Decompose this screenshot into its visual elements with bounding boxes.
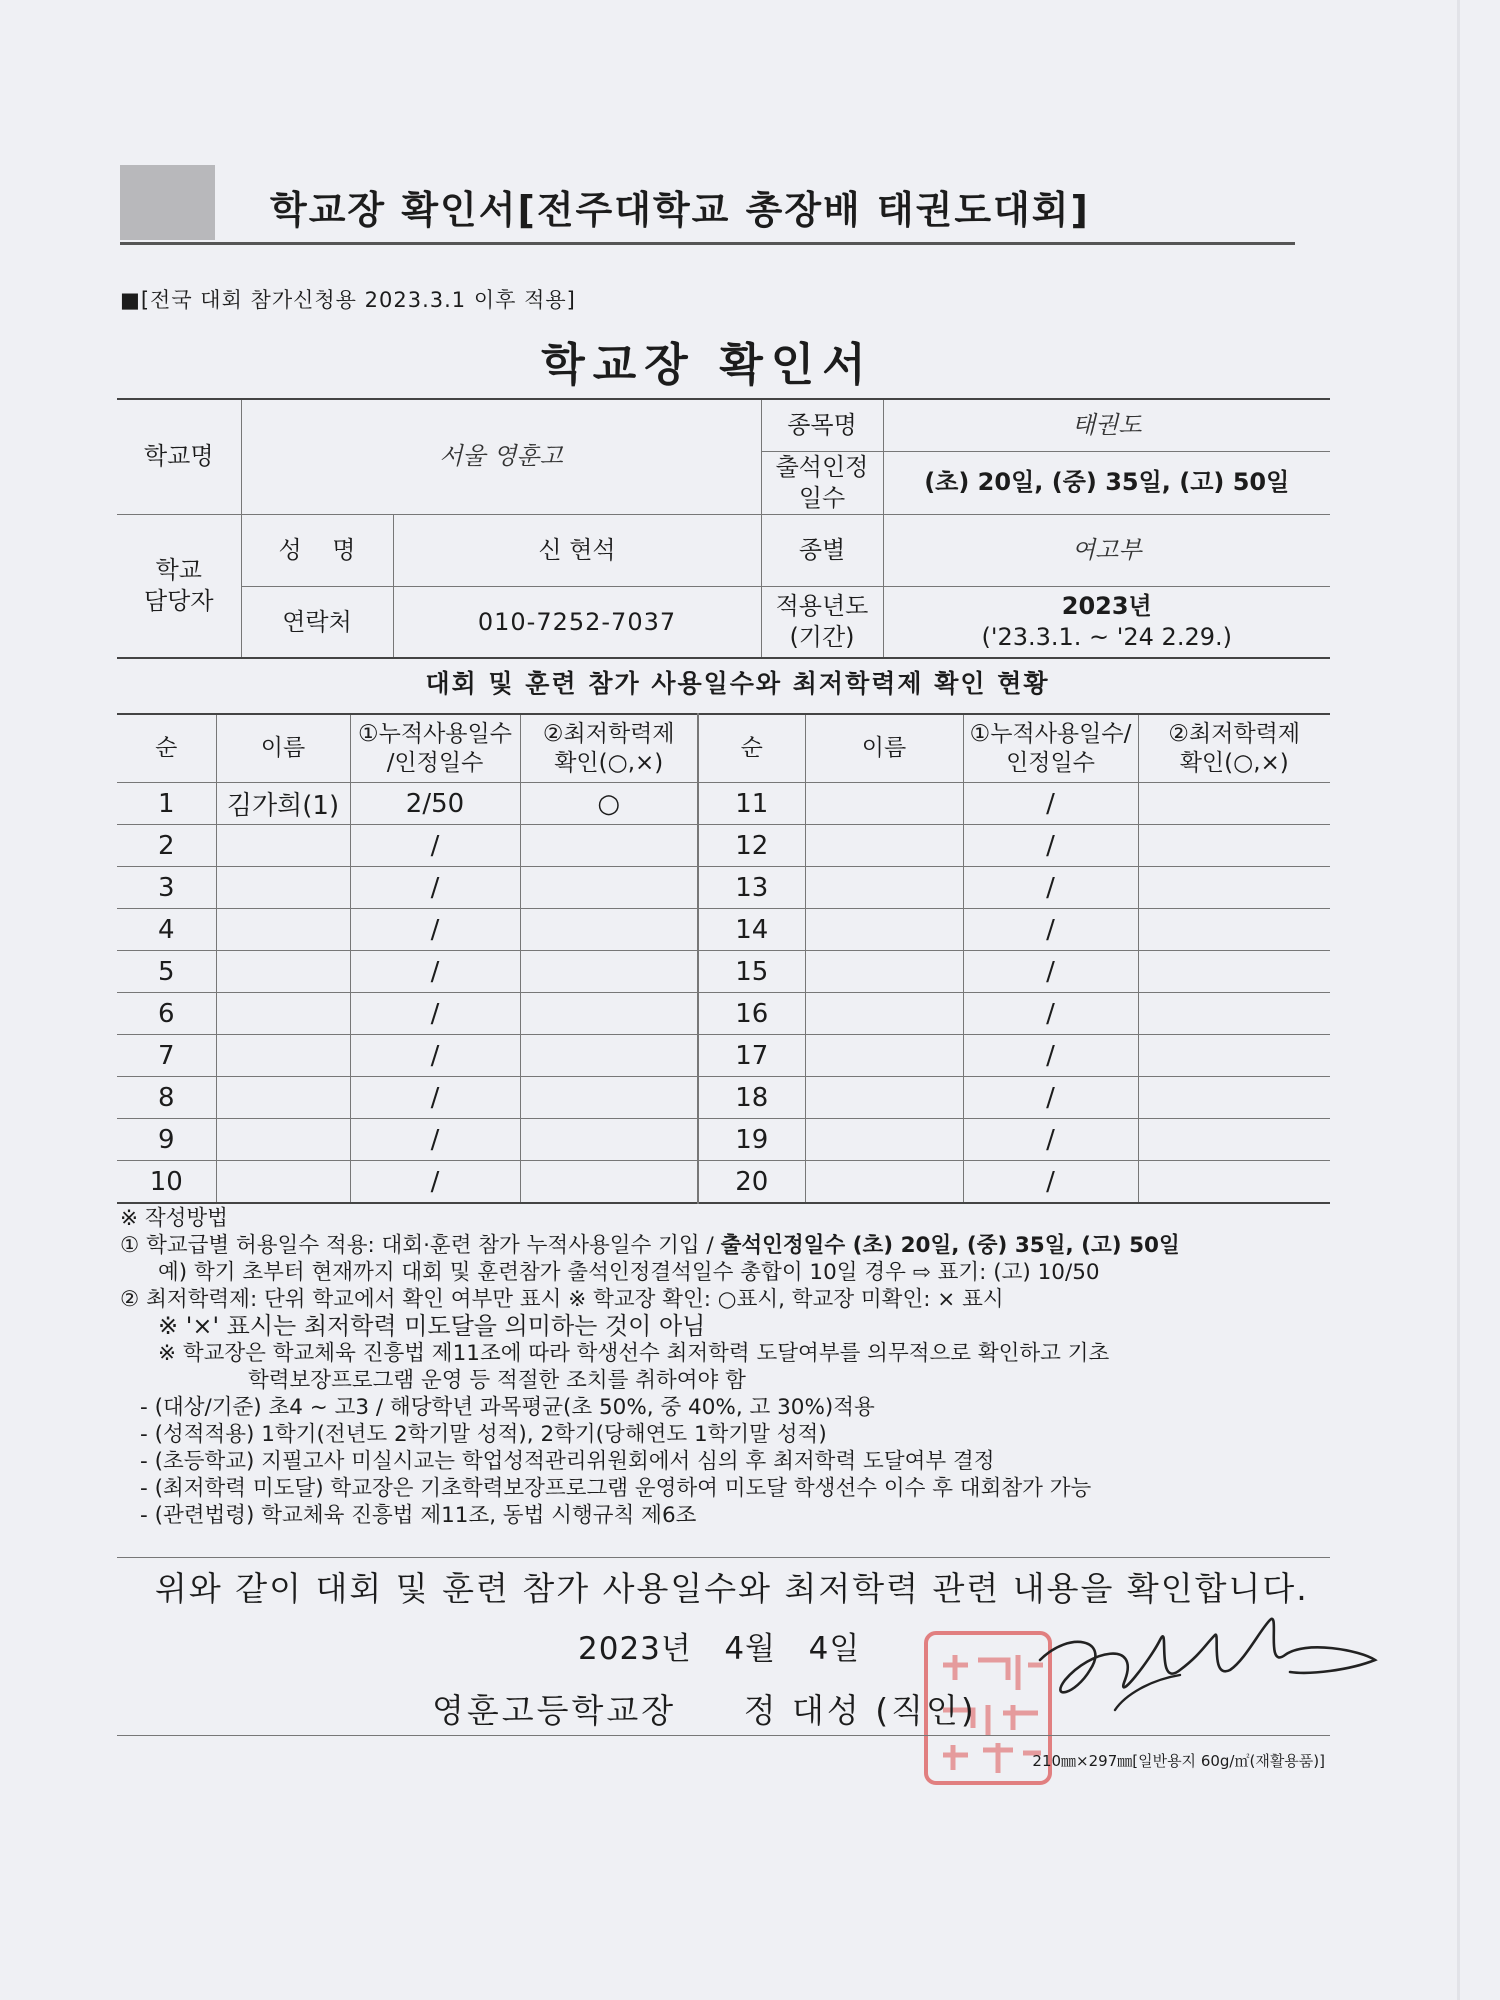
row-name-right bbox=[805, 1161, 963, 1204]
row-days: / bbox=[350, 1077, 520, 1119]
instruction-bullet: - (최저학력 미도달) 학교장은 기초학력보장프로그램 운영하여 미도달 학생선수 이수 후 대회참가 가능 bbox=[140, 1476, 1092, 1501]
manager-label: 학교 담당자 bbox=[117, 514, 241, 658]
row-check bbox=[520, 951, 698, 993]
row-days: / bbox=[350, 993, 520, 1035]
instructions bbox=[120, 1205, 1350, 1529]
row-name bbox=[216, 1077, 350, 1119]
row-no-right: 15 bbox=[698, 951, 805, 993]
instruction-note-2a: ※ 학교장은 학교체육 진흥법 제11조에 따라 학생선수 최저학력 도달여부를 의무적으로 확인하고 기초 bbox=[158, 1341, 1110, 1366]
table-row bbox=[117, 825, 1330, 867]
instruction-item-1-text: ① 학교급별 허용일수 적용: 대회·훈련 참가 누적사용일수 기입 / bbox=[120, 1233, 721, 1258]
row-days-right: / bbox=[963, 951, 1138, 993]
header-check: ②최저학력제 확인(○,×) bbox=[520, 714, 698, 783]
row-no-right: 11 bbox=[698, 783, 805, 825]
row-no: 10 bbox=[117, 1161, 216, 1204]
row-check-right bbox=[1138, 783, 1330, 825]
row-name-right bbox=[805, 1119, 963, 1161]
row-name bbox=[216, 867, 350, 909]
row-no: 4 bbox=[117, 909, 216, 951]
row-no: 1 bbox=[117, 783, 216, 825]
table-row bbox=[117, 1119, 1330, 1161]
row-check-right bbox=[1138, 993, 1330, 1035]
row-check-right bbox=[1138, 951, 1330, 993]
row-name: 김가희(1) bbox=[216, 783, 350, 825]
table-row bbox=[117, 783, 1330, 825]
row-name-right bbox=[805, 1077, 963, 1119]
row-no-right: 13 bbox=[698, 867, 805, 909]
row-days: 2/50 bbox=[350, 783, 520, 825]
row-name-right bbox=[805, 783, 963, 825]
instruction-example: 예) 학기 초부터 현재까지 대회 및 훈련참가 출석인정결석일수 총합이 10일 경우 ⇨ 표기: (고) 10/50 bbox=[158, 1260, 1100, 1285]
instruction-bullet: - (대상/기준) 초4 ~ 고3 / 해당학년 과목평균(초 50%, 중 40%, 고 30%)적용 bbox=[140, 1395, 875, 1420]
divider bbox=[117, 1557, 1330, 1558]
row-no: 8 bbox=[117, 1077, 216, 1119]
sport-label: 종목명 bbox=[761, 399, 883, 451]
row-days-right: / bbox=[963, 1077, 1138, 1119]
row-no-right: 14 bbox=[698, 909, 805, 951]
row-name-right bbox=[805, 993, 963, 1035]
row-name bbox=[216, 1035, 350, 1077]
row-check-right bbox=[1138, 1035, 1330, 1077]
row-days-right: / bbox=[963, 1161, 1138, 1204]
table-row bbox=[117, 909, 1330, 951]
row-no-right: 18 bbox=[698, 1077, 805, 1119]
row-check bbox=[520, 825, 698, 867]
row-check: ○ bbox=[520, 783, 698, 825]
row-days: / bbox=[350, 909, 520, 951]
header-gray-block bbox=[120, 165, 215, 240]
row-days-right: / bbox=[963, 783, 1138, 825]
row-days-right: / bbox=[963, 909, 1138, 951]
row-check bbox=[520, 909, 698, 951]
category-label: 종별 bbox=[761, 514, 883, 586]
table-row bbox=[117, 1077, 1330, 1119]
notice-text: ■[전국 대회 참가신청용 2023.3.1 이후 적용] bbox=[120, 288, 576, 312]
principal-signature-line: 영훈고등학교장 정 대성 (직인) bbox=[432, 1691, 977, 1730]
status-section-title: 대회 및 훈련 참가 사용일수와 최저학력제 확인 현황 bbox=[425, 669, 1050, 698]
row-name-right bbox=[805, 867, 963, 909]
top-header bbox=[120, 165, 1295, 245]
row-check bbox=[520, 1161, 698, 1204]
row-no: 3 bbox=[117, 867, 216, 909]
row-no-right: 12 bbox=[698, 825, 805, 867]
table-row bbox=[117, 1035, 1330, 1077]
row-days-right: / bbox=[963, 1035, 1138, 1077]
attendance-label: 출석인정 일수 bbox=[761, 451, 883, 514]
row-days: / bbox=[350, 1119, 520, 1161]
row-no-right: 20 bbox=[698, 1161, 805, 1204]
name-label: 성 명 bbox=[241, 514, 393, 586]
header-check-right: ②최저학력제 확인(○,×) bbox=[1138, 714, 1330, 783]
row-check bbox=[520, 867, 698, 909]
year-cell bbox=[883, 586, 1330, 658]
row-no: 7 bbox=[117, 1035, 216, 1077]
instruction-note-1: ※ '×' 표시는 최저학력 미도달을 의미하는 것이 아님 bbox=[158, 1312, 706, 1340]
row-name bbox=[216, 993, 350, 1035]
signature bbox=[1030, 1600, 1390, 1740]
paper-spec: 210㎜×297㎜[일반용지 60g/㎡(재활용품)] bbox=[1032, 1752, 1325, 1770]
row-name bbox=[216, 1161, 350, 1204]
year-value: 2023년 bbox=[1061, 591, 1152, 620]
row-days: / bbox=[350, 1035, 520, 1077]
instruction-bullet: - (성적적용) 1학기(전년도 2학기말 성적), 2학기(당해연도 1학기말 성적) bbox=[140, 1422, 827, 1447]
table-row bbox=[117, 951, 1330, 993]
row-no: 9 bbox=[117, 1119, 216, 1161]
header-days-right: ①누적사용일수/ 인정일수 bbox=[963, 714, 1138, 783]
school-name-value: 서울 영훈고 bbox=[241, 399, 761, 514]
row-check-right bbox=[1138, 825, 1330, 867]
attendance-value: (초) 20일, (중) 35일, (고) 50일 bbox=[883, 451, 1330, 514]
divider bbox=[117, 1735, 1330, 1736]
header-days: ①누적사용일수 /인정일수 bbox=[350, 714, 520, 783]
row-check-right bbox=[1138, 909, 1330, 951]
row-days-right: / bbox=[963, 825, 1138, 867]
row-days: / bbox=[350, 867, 520, 909]
row-no-right: 16 bbox=[698, 993, 805, 1035]
table-row bbox=[117, 993, 1330, 1035]
row-check bbox=[520, 1119, 698, 1161]
row-days-right: / bbox=[963, 993, 1138, 1035]
document-title: 학교장 확인서 bbox=[541, 338, 874, 391]
row-days: / bbox=[350, 951, 520, 993]
row-no-right: 19 bbox=[698, 1119, 805, 1161]
instruction-item-1-bold: 출석인정일수 (초) 20일, (중) 35일, (고) 50일 bbox=[720, 1233, 1180, 1258]
row-name-right bbox=[805, 909, 963, 951]
school-name-label: 학교명 bbox=[117, 399, 241, 514]
instruction-item-1 bbox=[120, 1232, 1350, 1259]
row-days: / bbox=[350, 825, 520, 867]
issue-date: 2023년 4월 4일 bbox=[578, 1631, 861, 1667]
row-days-right: / bbox=[963, 867, 1138, 909]
header-name-right: 이름 bbox=[805, 714, 963, 783]
contact-value: 010-7252-7037 bbox=[393, 586, 761, 658]
row-check-right bbox=[1138, 1077, 1330, 1119]
contact-label: 연락처 bbox=[241, 586, 393, 658]
row-name bbox=[216, 1119, 350, 1161]
instruction-bullet: - (관련법령) 학교체육 진흥법 제11조, 동법 시행규칙 제6조 bbox=[140, 1503, 697, 1528]
table-row bbox=[117, 1161, 1330, 1204]
header-no-right: 순 bbox=[698, 714, 805, 783]
row-name-right bbox=[805, 951, 963, 993]
instruction-item-2: ② 최저학력제: 단위 학교에서 확인 여부만 표시 ※ 학교장 확인: ○표시, 학교장 미확인: × 표시 bbox=[120, 1287, 1004, 1312]
year-label: 적용년도 (기간) bbox=[761, 586, 883, 658]
header-name: 이름 bbox=[216, 714, 350, 783]
row-name bbox=[216, 825, 350, 867]
row-check-right bbox=[1138, 1119, 1330, 1161]
name-value: 신 현석 bbox=[393, 514, 761, 586]
row-check-right bbox=[1138, 867, 1330, 909]
row-name bbox=[216, 909, 350, 951]
row-no: 2 bbox=[117, 825, 216, 867]
top-title: 학교장 확인서[전주대학교 총장배 태권도대회] bbox=[270, 188, 1090, 232]
school-info-table bbox=[117, 398, 1330, 659]
row-name bbox=[216, 951, 350, 993]
row-check bbox=[520, 993, 698, 1035]
confirmation-text: 위와 같이 대회 및 훈련 참가 사용일수와 최저학력 관련 내용을 확인합니다. bbox=[155, 1569, 1309, 1608]
row-name-right bbox=[805, 1035, 963, 1077]
row-check bbox=[520, 1077, 698, 1119]
instruction-note-2b: 학력보장프로그램 운영 등 적절한 조치를 취하여야 함 bbox=[248, 1368, 746, 1393]
row-no: 5 bbox=[117, 951, 216, 993]
row-check bbox=[520, 1035, 698, 1077]
row-no: 6 bbox=[117, 993, 216, 1035]
status-table bbox=[117, 713, 1330, 1204]
paper-edge bbox=[1457, 0, 1460, 2000]
row-days: / bbox=[350, 1161, 520, 1204]
instruction-bullet: - (초등학교) 지필고사 미실시교는 학업성적관리위원회에서 심의 후 최저학력 도달여부 결정 bbox=[140, 1449, 995, 1474]
sport-value: 태권도 bbox=[883, 399, 1330, 451]
row-days-right: / bbox=[963, 1119, 1138, 1161]
period-value: ('23.3.1. ~ '24 2.29.) bbox=[981, 623, 1232, 652]
table-row bbox=[117, 867, 1330, 909]
row-name-right bbox=[805, 825, 963, 867]
row-check-right bbox=[1138, 1161, 1330, 1204]
instructions-heading: ※ 작성방법 bbox=[120, 1206, 228, 1231]
category-value: 여고부 bbox=[883, 514, 1330, 586]
row-no-right: 17 bbox=[698, 1035, 805, 1077]
header-no: 순 bbox=[117, 714, 216, 783]
